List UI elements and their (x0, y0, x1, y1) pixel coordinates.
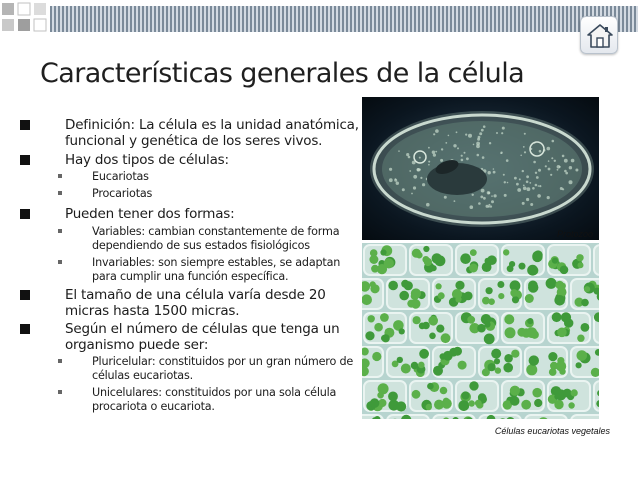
sub-bullet-text: Invariables: son siempre estables, se adaptan para cumplir una función específica. (92, 256, 341, 283)
bullet-text: El tamaño de una célula varía desde 20 micras hasta 1500 micras. (65, 287, 326, 319)
bullet-text: Definición: La célula es la unidad anatómica, funcional y genética de los seres vivos. (65, 117, 359, 149)
small-square-bullet-icon (58, 390, 62, 394)
square-bullet-icon (20, 324, 30, 334)
small-square-bullet-icon (58, 229, 62, 233)
sub-bullet-text: Pluricelular: constituidos por un gran número de células eucariotas. (92, 355, 354, 382)
sub-bullet-text: Eucariotas (92, 170, 149, 183)
small-square-bullet-icon (58, 260, 62, 264)
square-bullet-icon (20, 120, 30, 130)
small-square-bullet-icon (58, 191, 62, 195)
plant-cells-caption: Células eucariotas vegetales (494, 426, 610, 436)
home-icon (585, 21, 615, 51)
sub-bullet-text: Variables: cambian constantemente de forma dependiendo de sus estados fisiológicos (92, 225, 340, 252)
small-square-bullet-icon (58, 174, 62, 178)
slide-title: Características generales de la célula (40, 58, 525, 89)
protozoo-image (362, 97, 599, 240)
square-bullet-icon (20, 155, 30, 165)
sub-bullet-text: Procariotas (92, 187, 153, 200)
plant-cells-image (362, 243, 599, 419)
bullet-text: Pueden tener dos formas: (65, 206, 235, 222)
sub-bullet-text: Unicelulares: constituidos por una sola célula procariota o eucariota. (92, 386, 337, 413)
square-bullet-icon (20, 209, 30, 219)
home-button[interactable] (580, 16, 618, 54)
bullet-text: Hay dos tipos de células: (65, 152, 229, 168)
square-bullet-icon (20, 290, 30, 300)
header-decoration (0, 0, 638, 34)
bullet-text: Según el número de células que tenga un organismo puede ser: (65, 321, 340, 353)
small-square-bullet-icon (58, 359, 62, 363)
protozoo-caption: Protozoo (556, 229, 593, 239)
